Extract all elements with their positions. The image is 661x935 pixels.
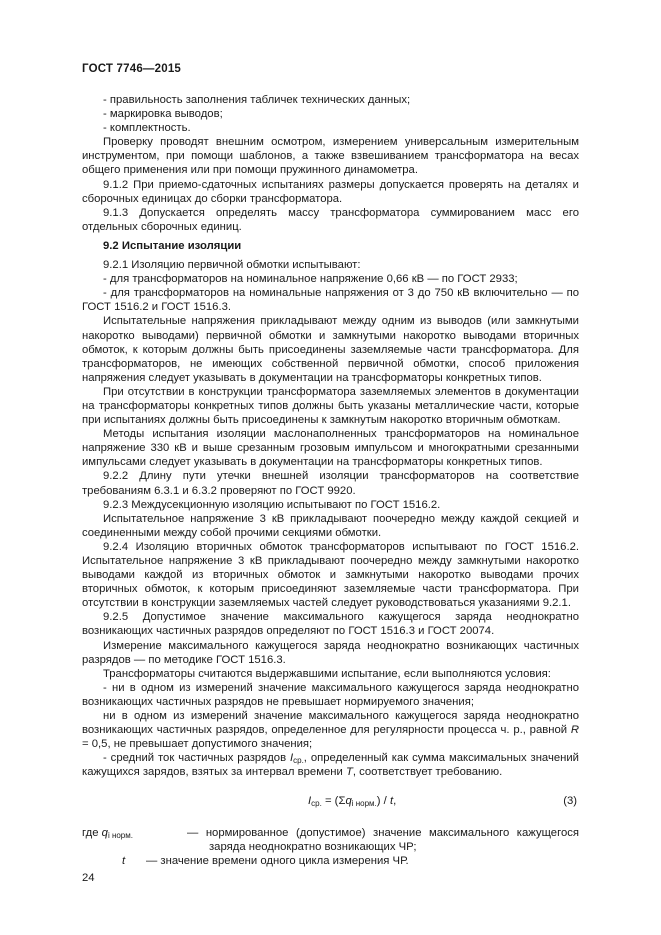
formula: $I_{ср.} = (\Sigma q_{i норм.}) / t$, [308,794,397,808]
paragraph-9-2-2: 9.2.2 Длину пути утечки внешней изоляции трансформаторов на соответствие требованиям 6.3.1 и 6.3.2 проверяют по ГОСТ 9920. [82,470,579,497]
paragraph-9-2-3: 9.2.3 Междусекционную изоляцию испытывают по ГОСТ 1516.2. [103,498,441,511]
paragraph-9-1-2: 9.1.2 При приемо-сдаточных испытаниях размеры допускается проверять на деталях и сборочных единицах до сборки трансформатора. [82,178,579,205]
paragraph-condition-1: - ни в одном из измерений значение максимального кажущегося заряда неоднократно возникающих частичных разрядов не превышает нормируемого значения; [82,681,579,708]
paragraph-9-2-5: 9.2.5 Допустимое значение максимального кажущегося заряда неоднократно возникающих частичных разрядов определяют по ГОСТ 1516.3 и ГОСТ 20074. [82,611,579,638]
formula-row [82,794,579,812]
where-desc-q: — нормированное (допустимое) значение максимального кажущегося заряда неоднократно возникающих ЧР; [187,826,579,853]
paragraph-9-1-3: 9.1.3 Допускается определять массу трансформатора суммированием масс его отдельных сборочных единиц. [82,206,579,233]
page-header: ГОСТ 7746—2015 [82,63,182,75]
where-term-t: t [122,854,126,867]
paragraph-9-2-1: 9.2.1 Изоляцию первичной обмотки испытывают: [103,259,361,272]
paragraph-9-2-1-a: - для трансформаторов на номинальное напряжение 0,66 кВ — по ГОСТ 2933; [103,273,518,286]
section-heading: 9.2 Испытание изоляции [103,239,242,252]
paragraph-9-2-4: 9.2.4 Изоляцию вторичных обмоток трансформаторов испытывают по ГОСТ 1516.2. Испытательное напряжение 3 кВ прикладывают поочередно между замкнутыми накоротко выводами каждой из вторичных обмоток и замкнутыми накоротко выводами прочих вторичных обмоток, к которым присоединяют заземляемые части трансформатора. При отсутствии в конструкции заземляемых частей следует руководствоваться указаниями 9.2.1. [82,540,579,610]
paragraph-condition-3: - средний ток частичных разрядов $I_{ср.}$, определенный как сумма максимальных значений кажущихся зарядов, взятых за интервал времени T, соответствует требованию. [82,752,579,779]
formula-number: (3) [563,794,577,807]
paragraph-measure: Измерение максимального кажущегося заряда неоднократно возникающих частичных разрядов — по методике ГОСТ 1516.3. [82,639,579,666]
list-item: - маркировка выводов; [103,108,223,121]
paragraph-conditions: Трансформаторы считаются выдержавшими испытание, если выполняются условия: [103,667,551,680]
list-item: - правильность заполнения табличек технических данных; [103,94,411,106]
paragraph-condition-2: ни в одном из измерений значение максимального кажущегося заряда неоднократно возникающих частичных разрядов, определенное для регулярности процесса ч. р., равной R = 0,5, не превышает допустимого значения; [82,710,579,751]
paragraph-check: Проверку проводят внешним осмотром, измерением универсальным измерительным инструментом, при помощи шаблонов, а также взвешиванием трансформатора на весах общего применения или при помощи пружинного динамометра. [82,136,579,177]
where-desc-t: — значение времени одного цикла измерения ЧР. [146,854,409,867]
document-body [82,93,579,868]
list-item: - комплектность. [103,122,191,135]
where-item-q [82,826,579,854]
paragraph-9-2-3-b: Испытательное напряжение 3 кВ прикладывают поочередно между каждой секцией и соединенными между собой прочими секциями обмотки. [82,512,579,539]
where-item-t [82,854,579,868]
paragraph-absent-grounding: При отсутствии в конструкции трансформатора заземляемых элементов в документации на трансформаторы конкретных типов должны быть указаны металлические части, которые при испытаниях должны быть присоединены к замкнутым накоротко вторичным обмоткам. [82,385,579,427]
paragraph-methods: Методы испытания изоляции маслонаполненных трансформаторов на номинальное напряжение 330 кВ и выше срезанным грозовым импульсом и многократными срезанными импульсами следует указывать в документации на трансформаторы конкретных типов. [82,428,579,469]
where-term-q: где $q_{i норм.}$ [82,826,133,840]
where-block [82,826,579,868]
paragraph-test-voltage: Испытательные напряжения прикладывают между одним из выводов (или замкнутыми накоротко выводами) первичной обмотки и замкнутыми накоротко выводами вторичных обмоток, к которым должны быть присоединены заземляемые части трансформатора. Для трансформаторов, не имеющих собственной первичной обмотки, способ приложения напряжения следует указывать в документации на трансформаторы конкретных типов. [82,315,579,384]
page-number: 24 [82,872,95,884]
paragraph-9-2-1-b: - для трансформаторов на номинальные напряжения от 3 до 750 кВ включительно — по ГОСТ 1516.2 и ГОСТ 1516.3. [82,287,579,314]
